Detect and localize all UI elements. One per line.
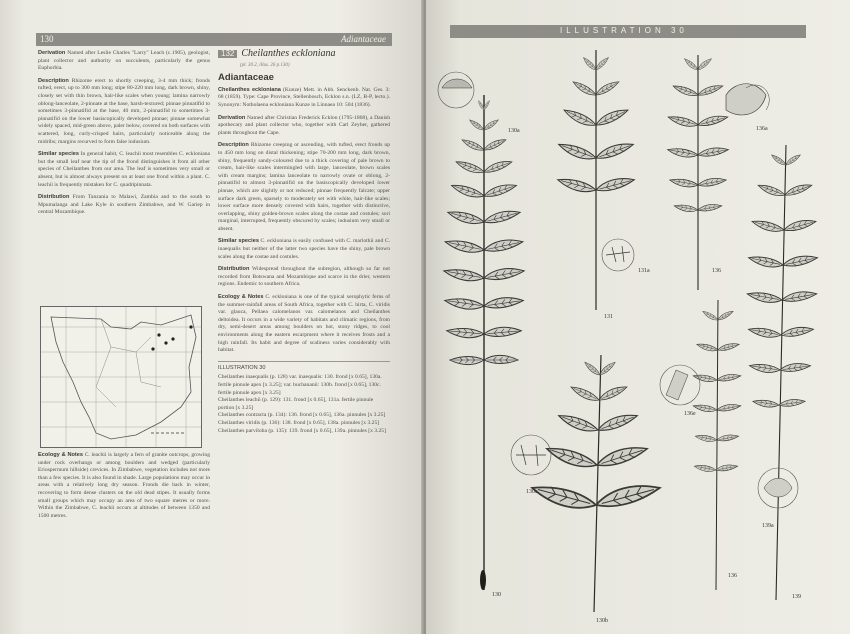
label-130: 130: [492, 592, 501, 598]
label-136a: 136a: [756, 126, 768, 132]
col2-para: Description Rhizome creeping or ascending, with tufted, erect fronds up to 450 mm long on distal thickening; stipe 70-200 mm long, dark brown, shiny, frequently sandy-coloured due to a thick covering of pale brown to cream, hair-like scales intermingled with large, lanceolate, brown scales with cream margins; lamina lanceolate to narrowly ovate or oblong, 2-pinnatifid to almost 3-pinnatifid on the basiscopically developed lower pinnae, which are slightly or not reduced; pinnae frequently falcate; upper surface dark green, sparsely to moderately set with white, hair-like scales; lower surface more densely covered with hairs, together with distinctive, overlapping, shiny golden-brown scales along the costae and costules; sori marginal, interrupted, frequently obscured by scales; indusium very small or absent.: [218, 142, 390, 232]
caption-line: Cheilanthes contracta (p. 134): 136. frond [x 0.65], 136a. pinnules [x 3.25]: [218, 412, 386, 419]
caption-line: Cheilanthes parviloba (p. 135): 139. frond [x 0.65], 139a. pinnules [x 3.25]: [218, 427, 386, 434]
left-running-family: Adiantaceae: [341, 34, 386, 44]
col2-para: Cheilanthes eckloniana (Kunze) Mett. in Abh. Senckenb. Nat. Ges. 3: 68 (1859). Type: Cape Province, Stellenbosch, Ecklon s.n. (LZ, B-P, lecto.). Synonym: Notholaena eckloniana Kunze in Linnaea 10: 504 (1836).: [218, 86, 390, 108]
left-column-1: [38, 50, 210, 222]
family-heading: Adiantaceae: [218, 72, 274, 84]
figure-labels: [492, 126, 801, 624]
illustration-caption: [218, 361, 390, 435]
label-136e: 136e: [684, 411, 696, 417]
illustration-title: ILLUSTRATION 30: [560, 26, 688, 35]
col2-para: Derivation Named after Christian Frederick Ecklon (1795-1868), a Danish apothecary and plant collector who, together with Carl Zeyher, gathered plants throughout the Cape.: [218, 114, 390, 136]
col1-para: Distribution From Tanzania to Malawi, Zambia and to the south to Mpumalanga and Lake Kyle in southern Zimbabwe, and W. Gariep in central Mozambique.: [38, 194, 210, 216]
caption-line: Cheilanthes leachii (p. 129): 131. frond [x 0.65], 131a. fertile pinnule portion [x 3.25]: [218, 397, 374, 411]
left-column-1-bottom: [38, 452, 210, 525]
caption-heading: ILLUSTRATION 30: [218, 364, 266, 371]
left-running-head: [36, 33, 392, 46]
label-139: 139: [792, 594, 801, 600]
col1-para: Ecology & Notes C. leachii is largely a fern of granite outcrops, growing under rock overhangs or among boulders and wedged (particularly Eriospermum hillside) crevices. In Zimbabwe, vegetation includes not more than a few species. It is also found in shade. Large populations may occur in areas with a relatively long dry season. Fronds die back in winter, recovering to form dense clusters on the old dead stipes. It usually forms small groups which may occupy an area of two square metres or more. Within the Zimbabwe, C. leachii occurs at altitudes of between 1350 and 1500 metres.: [38, 452, 210, 519]
col2-para: Distribution Widespread throughout the subregion, although so far not recorded from Botswana and Mozambique and scarce in the drier, western regions. Endemic to southern Africa.: [218, 266, 390, 288]
left-page: [0, 0, 424, 634]
fern-131: [556, 50, 635, 310]
fern-130b: [511, 355, 661, 612]
fern-139: [747, 145, 819, 600]
label-130a: 130a: [508, 128, 520, 134]
label-139a: 139a: [762, 523, 774, 529]
col1-para: Derivation Named after Leslie Charles "Larry" Leach (c.1905), geologist, plant collector and authority on succulents, particularly the genus Euphorbia.: [38, 50, 210, 72]
caption-line: Cheilanthes viridis (p. 136): 138. frond [x 0.65], 138a. pinnules [x 3.25]: [218, 419, 380, 426]
caption-line: Cheilanthes inaequalis (p. 128) var. inaequalis: 130. frond [x 0.65], 130a. fertile pinnule apex [x 3.25]; var. buchananii: 130b. frond [x 0.65], 130c. fertile pinnule apex [x 3.25]: [218, 374, 382, 396]
distribution-map: [40, 306, 202, 448]
map-outline: [41, 307, 201, 447]
fern-136-upper: [667, 55, 769, 290]
species-header: [218, 50, 390, 60]
label-136-lower: 136: [728, 573, 737, 579]
col2-para: Similar species C. eckloniana is easily confused with C. marlothii and C. inaequalis but neither of the latter two species have the shiny, pale brown scales along the costae and costules.: [218, 238, 390, 260]
fern-136-lower: [660, 300, 741, 590]
left-page-number: 130: [40, 34, 54, 44]
species-name: Cheilanthes eckloniana: [241, 48, 336, 59]
species-number: 132: [218, 50, 237, 58]
col1-para: Description Rhizome erect to shortly creeping, 3-4 mm thick; fronds tufted, erect, up to 300 mm long; stipe 80-220 mm long, dark brown, shiny, closely set with thin brown, hair-like scales when young; lamina narrowly oblong-lanceolate, 2-pinnate at the base, harsh-textured; pinnae pinnatifid to sometimes 3-pinnatifid at the base, 40 mm, 2-pinnatifid to sometimes 3-pinnatifid on the lower basiscopically developed pinnae; pinnae somewhat widely spaced, mid-green above, paler below, covered on both surfaces with scattered, long, curly-crisped hairs, particularly noticeable along the midribs; margins recurved to form false indusium.: [38, 77, 210, 145]
fern-illustration: [426, 0, 850, 634]
fern-130: [438, 72, 525, 590]
label-131a: 131a: [638, 268, 650, 274]
label-136-upper: 136: [712, 268, 721, 274]
label-130c: 130c: [526, 489, 538, 495]
species-reference: (pl. 30.2, illus. 26 p.130): [240, 62, 290, 68]
label-131: 131: [604, 314, 613, 320]
left-column-2: [218, 50, 390, 435]
col2-para: Ecology & Notes C. eckloniana is one of the typical xerophytic ferns of the summer-rainfall areas of South Africa, together with C. hirta, C. viridis var. glauca, Pellaea calomelanos var. calomelanos and Cheilanthes deltoidea. It occurs in a wide variety of habitats and climatic regions, from dry, semi-desert areas among boulders on hot, stony ridges, to cool environments along the eastern escarpment where it receives frosts and a high rainfall. Its habit and degree of scaliness varies considerably with habitat.: [218, 294, 390, 354]
col1-para: Similar species In general habit, C. leachii most resembles C. eckloniana but the small leaf near the tip of the frond distinguishes it from all other species of Cheilanthes from our area. The leaf is sometimes very small or absent, but is almost always present on at least one frond within a plant. C. leachii is frequently mistaken for C. quadripinnata.: [38, 151, 210, 188]
label-130b: 130b: [596, 618, 608, 624]
